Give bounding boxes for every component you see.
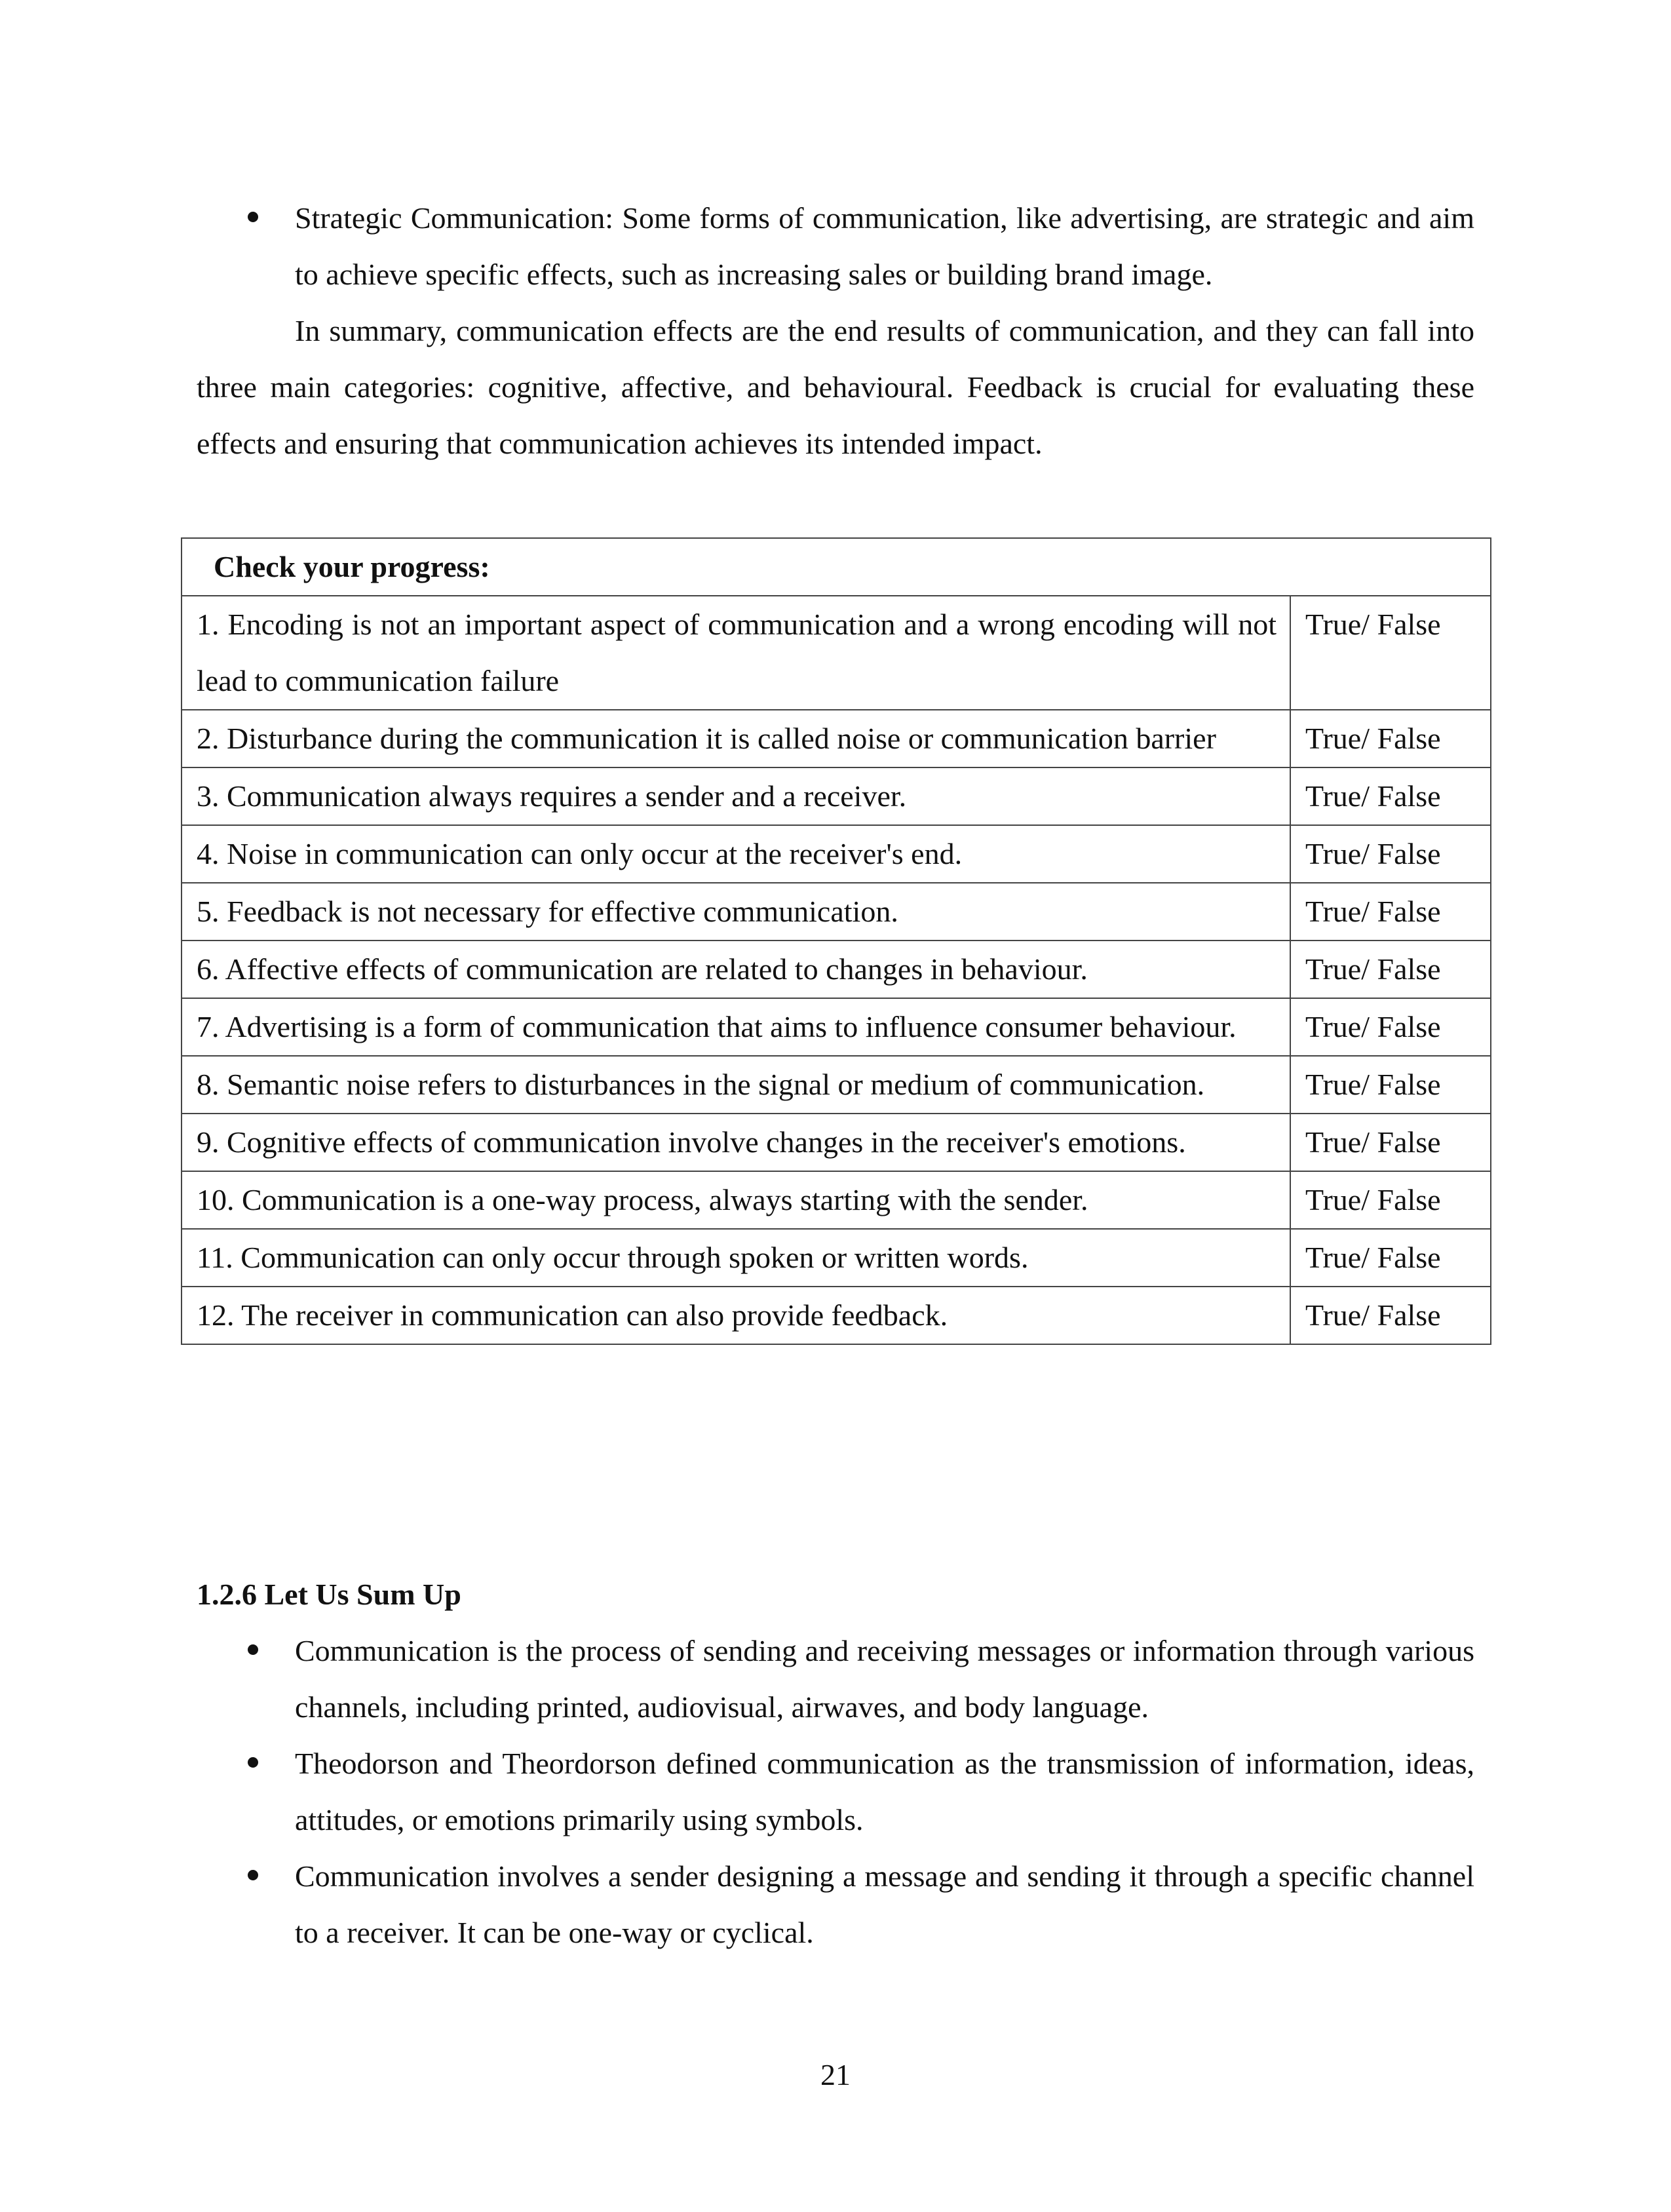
table-row [182, 1171, 1491, 1229]
answer-cell: True/ False [1290, 596, 1491, 710]
bullet-item [197, 1623, 1474, 1736]
answer-cell: True/ False [1290, 1114, 1491, 1171]
page-number: 21 [820, 2058, 851, 2091]
table-row [182, 767, 1491, 825]
answer-cell: True/ False [1290, 883, 1491, 941]
answer-cell: True/ False [1290, 998, 1491, 1056]
question-cell: 5. Feedback is not necessary for effective communication. [182, 883, 1290, 941]
answer-cell: True/ False [1290, 1229, 1491, 1287]
answer-cell: True/ False [1290, 941, 1491, 998]
table-row [182, 710, 1491, 767]
sum-up-section [197, 1623, 1474, 1961]
table-row [182, 998, 1491, 1056]
table-row [182, 1229, 1491, 1287]
bullet-dot-icon [248, 1870, 258, 1880]
question-cell: 8. Semantic noise refers to disturbances in the signal or medium of communication. [182, 1056, 1290, 1114]
table-header: Check your progress: [182, 538, 1491, 596]
question-cell: 12. The receiver in communication can also provide feedback. [182, 1287, 1290, 1344]
answer-cell: True/ False [1290, 767, 1491, 825]
answer-cell: True/ False [1290, 1171, 1491, 1229]
bullet-dot-icon [248, 1644, 258, 1655]
table-row [182, 825, 1491, 883]
bullet-text: Communication is the process of sending and receiving messages or information through various channels, including printed, audiovisual, airwaves, and body language. [295, 1634, 1474, 1724]
bullet-text: Strategic Communication: Some forms of communication, like advertising, are strategic and aim to achieve specific effects, such as increasing sales or building brand image. [295, 201, 1474, 291]
question-cell: 6. Affective effects of communication are related to changes in behaviour. [182, 941, 1290, 998]
sum-up-bullet-list [197, 1623, 1474, 1961]
bullet-text: Theodorson and Theordorson defined communication as the transmission of information, ideas, attitudes, or emotions primarily using symbols. [295, 1747, 1474, 1836]
section-heading: 1.2.6 Let Us Sum Up [197, 1578, 461, 1611]
table-row [182, 883, 1491, 941]
check-progress-table [181, 537, 1491, 1345]
intro-section [197, 190, 1474, 472]
question-cell: 9. Cognitive effects of communication involve changes in the receiver's emotions. [182, 1114, 1290, 1171]
question-cell: 3. Communication always requires a sender and a receiver. [182, 767, 1290, 825]
question-cell: 2. Disturbance during the communication it is called noise or communication barrier [182, 710, 1290, 767]
answer-cell: True/ False [1290, 825, 1491, 883]
bullet-item [197, 1848, 1474, 1961]
answer-cell: True/ False [1290, 1287, 1491, 1344]
bullet-text: Communication involves a sender designing a message and sending it through a specific channel to a receiver. It can be one-way or cyclical. [295, 1859, 1474, 1949]
answer-cell: True/ False [1290, 710, 1491, 767]
bullet-dot-icon [248, 212, 258, 222]
bullet-item [197, 1736, 1474, 1848]
question-cell: 4. Noise in communication can only occur at the receiver's end. [182, 825, 1290, 883]
question-cell: 1. Encoding is not an important aspect of communication and a wrong encoding will not lead to communication failure [182, 596, 1290, 710]
table-header-row [182, 538, 1491, 596]
bullet-dot-icon [248, 1757, 258, 1768]
question-cell: 10. Communication is a one-way process, always starting with the sender. [182, 1171, 1290, 1229]
bullet-item [197, 190, 1474, 303]
table-row [182, 941, 1491, 998]
intro-bullet-list [197, 190, 1474, 303]
table-row [182, 1114, 1491, 1171]
summary-paragraph: In summary, communication effects are the end results of communication, and they can fall into three main categories: cognitive, affective, and behavioural. Feedback is crucial for evaluating these effects and ensuring that communication achieves its intended impact. [197, 314, 1474, 460]
question-cell: 11. Communication can only occur through spoken or written words. [182, 1229, 1290, 1287]
answer-cell: True/ False [1290, 1056, 1491, 1114]
table-row [182, 1056, 1491, 1114]
table-row [182, 1287, 1491, 1344]
question-cell: 7. Advertising is a form of communication that aims to influence consumer behaviour. [182, 998, 1290, 1056]
table-row [182, 596, 1491, 710]
